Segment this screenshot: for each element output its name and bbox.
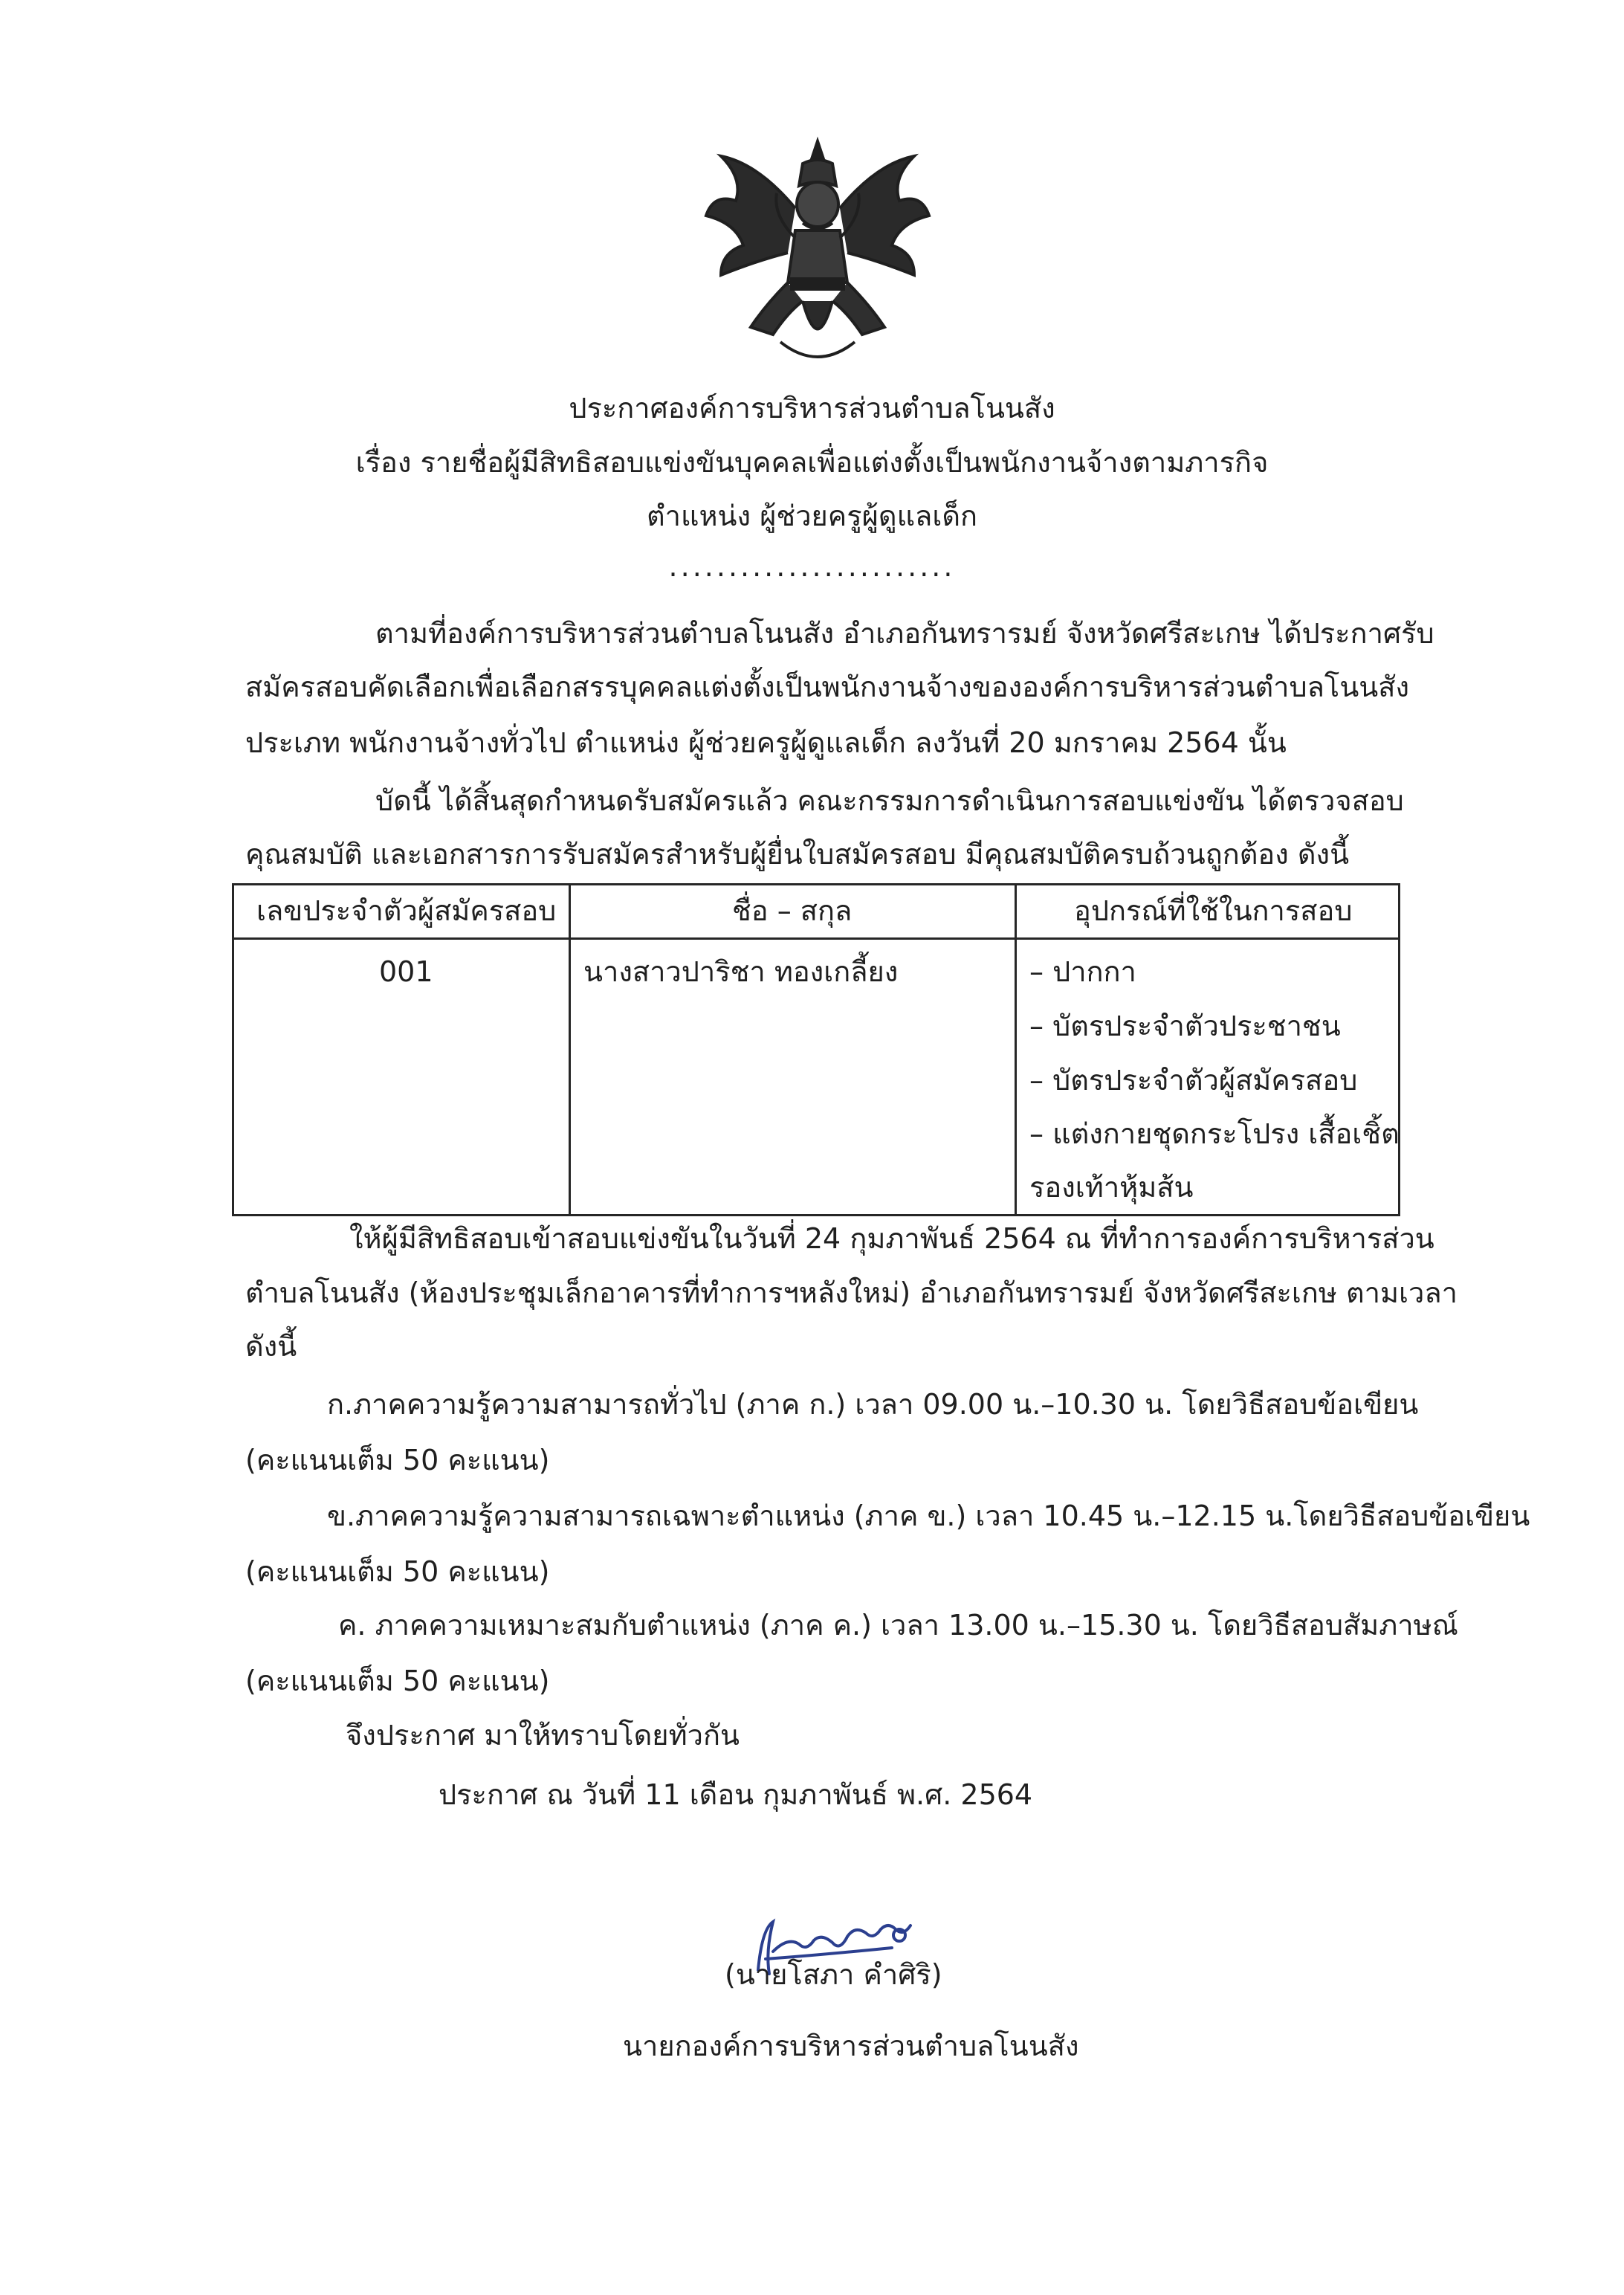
exam-part-b: ข.ภาคความรู้ความสามารถเฉพาะตำแหน่ง (ภาค ข.) เวลา 10.45 น.–12.15 น.โดยวิธีสอบข้อเขียน: [327, 1500, 1530, 1532]
announcement-position: ตำแหน่ง ผู้ช่วยครูผู้ดูแลเด็ก: [646, 500, 978, 532]
table-cell-name: นางสาวปาริชา ทองเกลี้ยง: [583, 955, 899, 988]
exam-line: ดังนี้: [245, 1330, 297, 1363]
equipment-item: – บัตรประจำตัวประชาชน: [1029, 1010, 1341, 1042]
table-header-id: เลขประจำตัวผู้สมัครสอบ: [256, 894, 557, 927]
signatory-name: (นายโสภา คำศิริ): [725, 1958, 942, 1991]
signatory-title: นายกองค์การบริหารส่วนตำบลโนนสัง: [623, 2030, 1079, 2062]
header-separator: ........................: [668, 550, 956, 583]
exam-part-a-score: (คะแนนเต็ม 50 คะแนน): [245, 1444, 550, 1476]
exam-part-a: ก.ภาคความรู้ความสามารถทั่วไป (ภาค ก.) เวลา 09.00 น.–10.30 น. โดยวิธีสอบข้อเขียน: [327, 1388, 1419, 1421]
table-cell-id: 001: [379, 955, 433, 988]
exam-part-c: ค. ภาคความเหมาะสมกับตำแหน่ง (ภาค ค.) เวลา 13.00 น.–15.30 น. โดยวิธีสอบสัมภาษณ์: [338, 1609, 1458, 1642]
closing-date: ประกาศ ณ วันที่ 11 เดือน กุมภาพันธ์ พ.ศ. 2564: [439, 1778, 1033, 1811]
exam-part-c-score: (คะแนนเต็ม 50 คะแนน): [245, 1665, 550, 1697]
equipment-item: – ปากกา: [1029, 955, 1136, 988]
garuda-emblem-icon: [691, 134, 944, 372]
paragraph-line: คุณสมบัติ และเอกสารการรับสมัครสำหรับผู้ยื่นใบสมัครสอบ มีคุณสมบัติครบถ้วนถูกต้อง ดังนี้: [245, 838, 1350, 871]
equipment-item: – บัตรประจำตัวผู้สมัครสอบ: [1029, 1064, 1358, 1097]
paragraph-line: ตามที่องค์การบริหารส่วนตำบลโนนสัง อำเภอกันทรารมย์ จังหวัดศรีสะเกษ ได้ประกาศรับ: [375, 617, 1434, 650]
announcement-subject: เรื่อง รายชื่อผู้มีสิทธิสอบแข่งขันบุคคลเพื่อแต่งตั้งเป็นพนักงานจ้างตามภารกิจ: [355, 446, 1269, 479]
equipment-item: – แต่งกายชุดกระโปรง เสื้อเชิ้ต: [1029, 1117, 1400, 1150]
paragraph-line: บัดนี้ ได้สิ้นสุดกำหนดรับสมัครแล้ว คณะกรรมการดำเนินการสอบแข่งขัน ได้ตรวจสอบ: [375, 784, 1404, 817]
candidate-table: [232, 883, 1400, 1216]
table-header-equipment: อุปกรณ์ที่ใช้ในการสอบ: [1074, 894, 1353, 927]
equipment-item: รองเท้าหุ้มส้น: [1029, 1171, 1194, 1204]
exam-line: ตำบลโนนสัง (ห้องประชุมเล็กอาคารที่ทำการฯหลังใหม่) อำเภอกันทรารมย์ จังหวัดศรีสะเกษ ตามเวลา: [245, 1276, 1458, 1309]
paragraph-line: ประเภท พนักงานจ้างทั่วไป ตำแหน่ง ผู้ช่วยครูผู้ดูแลเด็ก ลงวันที่ 20 มกราคม 2564 นั้น: [245, 726, 1287, 759]
paragraph-line: สมัครสอบคัดเลือกเพื่อเลือกสรรบุคคลแต่งตั้งเป็นพนักงานจ้างขององค์การบริหารส่วนตำบลโนนสัง: [245, 671, 1410, 703]
exam-line: ให้ผู้มีสิทธิสอบเข้าสอบแข่งขันในวันที่ 24 กุมภาพันธ์ 2564 ณ ที่ทำการองค์การบริหารส่วน: [349, 1222, 1434, 1255]
exam-part-b-score: (คะแนนเต็ม 50 คะแนน): [245, 1555, 550, 1588]
closing-announce: จึงประกาศ มาให้ทราบโดยทั่วกัน: [346, 1719, 740, 1752]
table-header-name: ชื่อ – สกุล: [732, 894, 853, 927]
announcement-title: ประกาศองค์การบริหารส่วนตำบลโนนสัง: [569, 392, 1055, 425]
